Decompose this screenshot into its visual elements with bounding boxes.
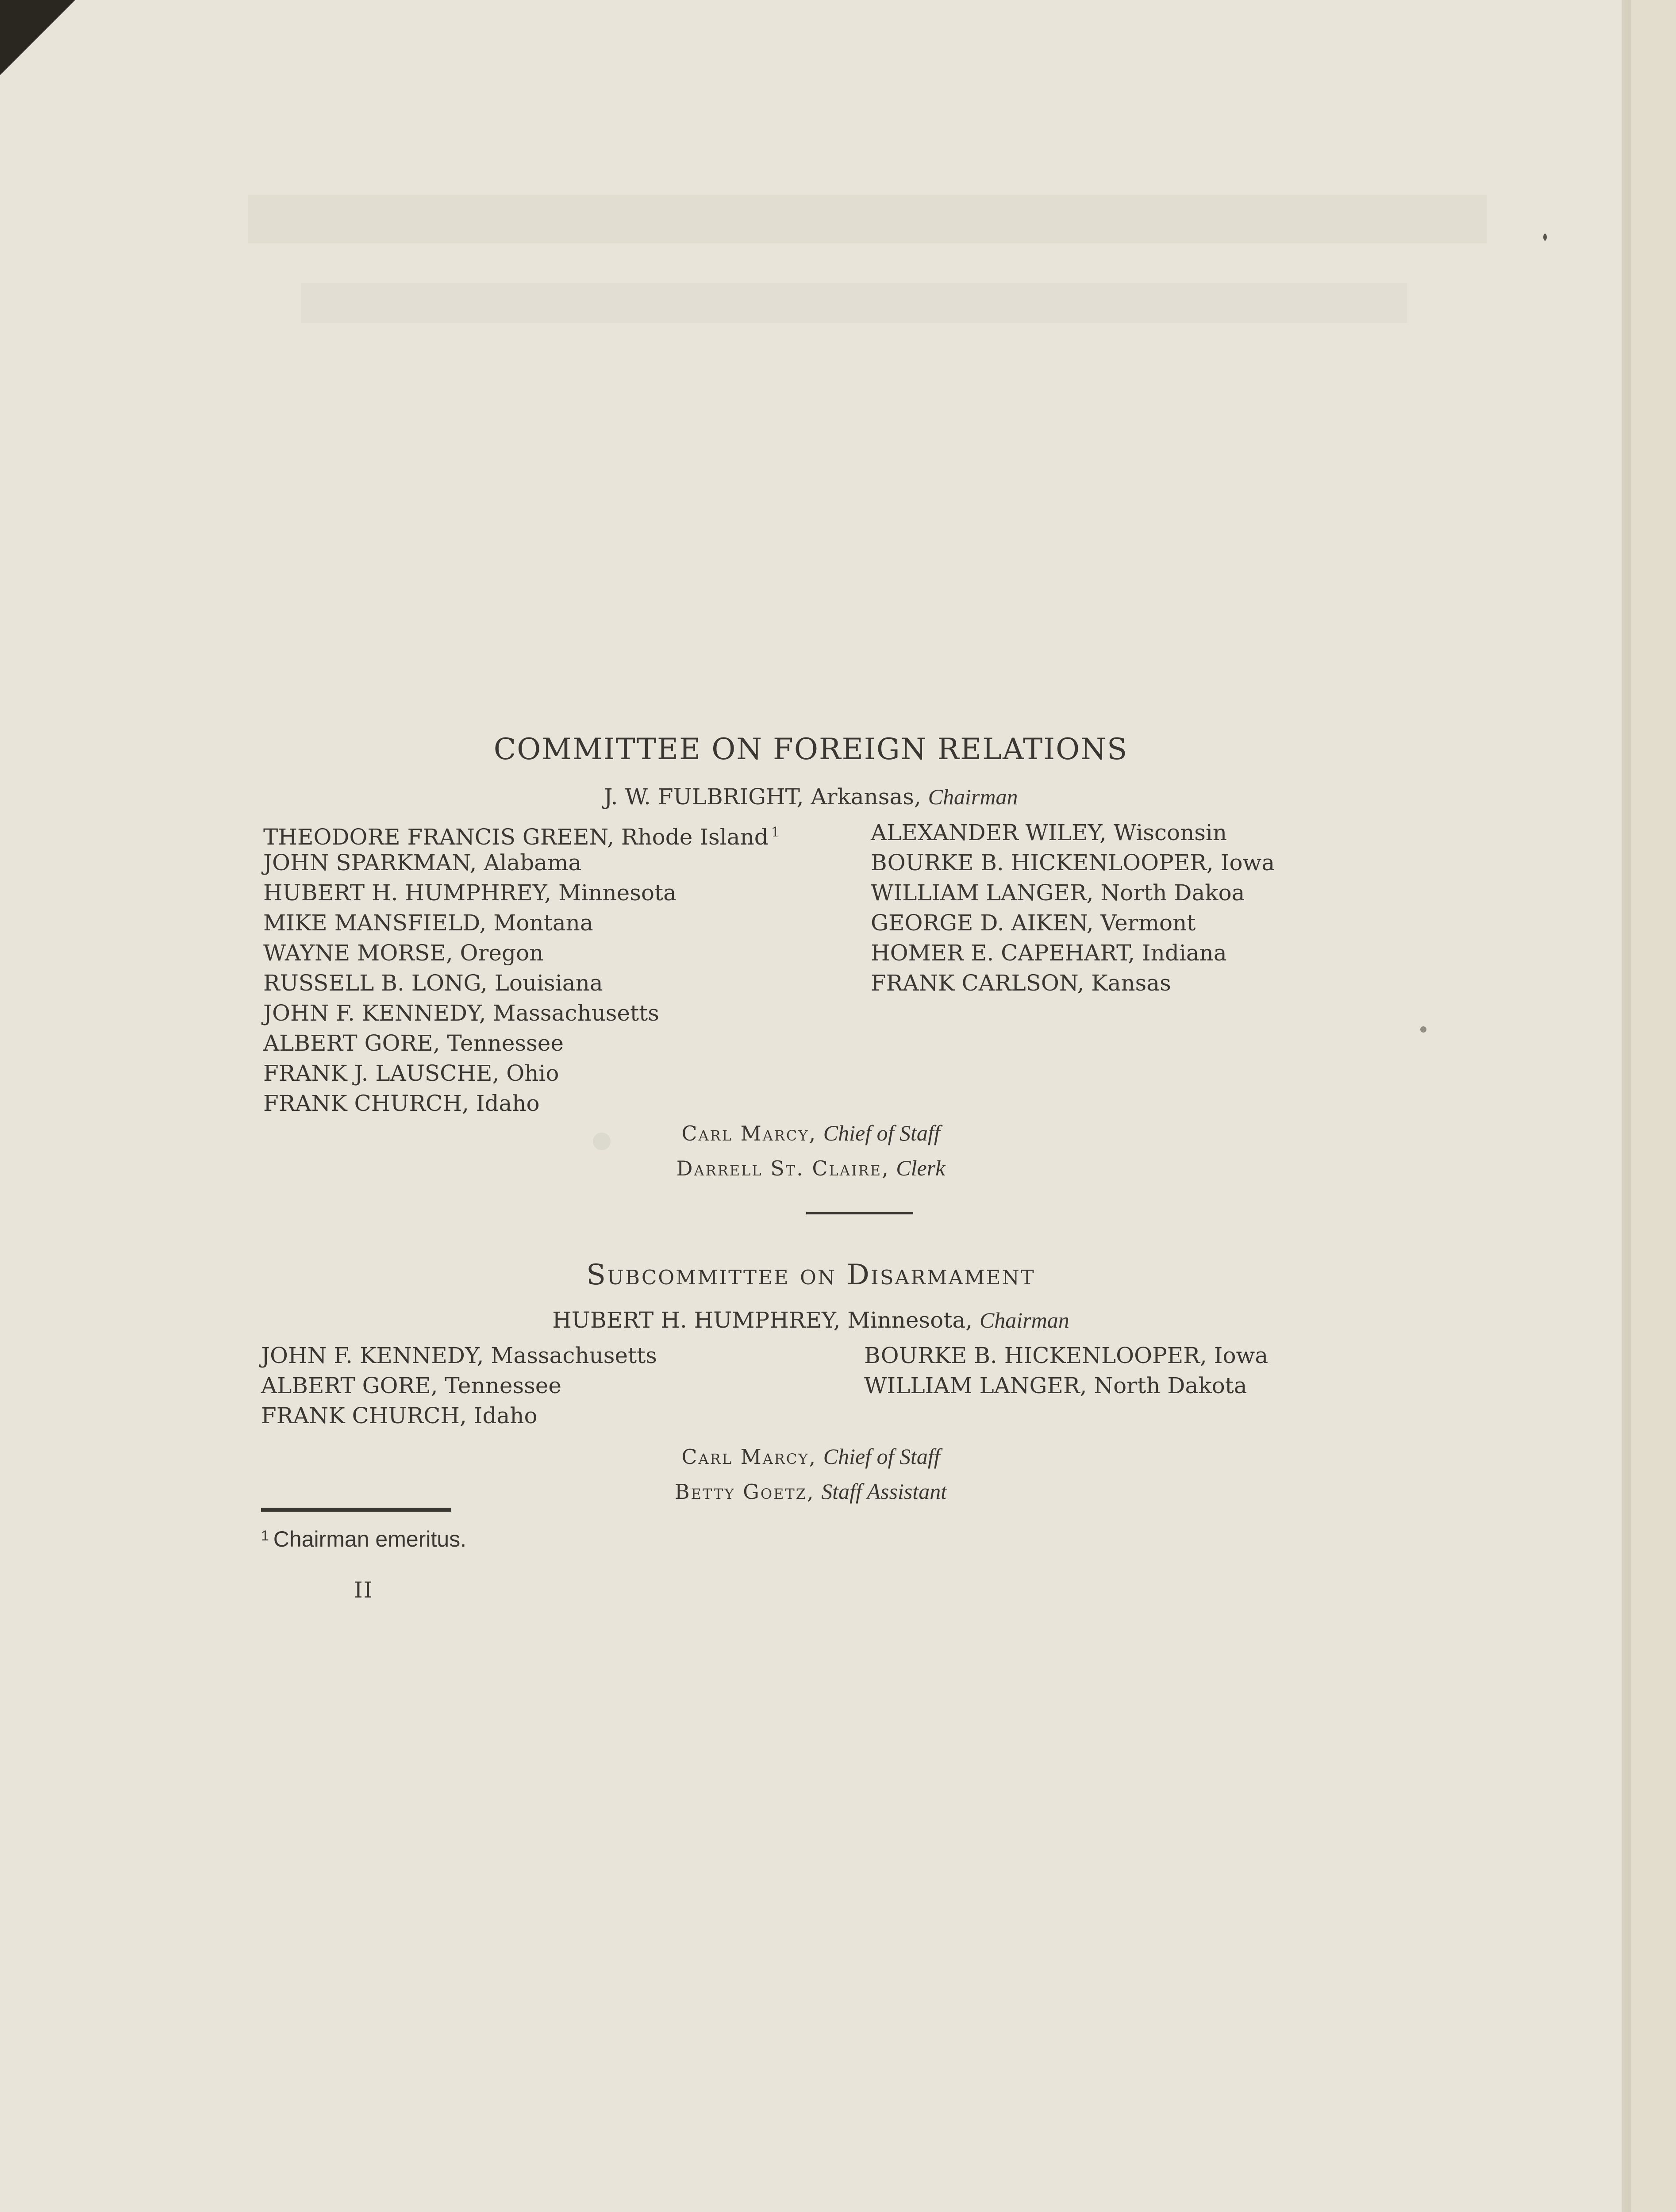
member-entry: BOURKE B. HICKENLOOPER, Iowa — [871, 850, 1275, 876]
committee-majority-members — [263, 818, 780, 1118]
footnote-rule — [261, 1508, 451, 1512]
committee-title: COMMITTEE ON FOREIGN RELATIONS — [493, 732, 1128, 766]
member-entry: HOMER E. CAPEHART, Indiana — [871, 940, 1227, 966]
adjacent-page — [1631, 0, 1676, 2212]
member-entry: JOHN SPARKMAN, Alabama — [263, 850, 582, 876]
staff-entry: Carl Marcy, Chief of Staff — [681, 1121, 940, 1145]
page-number: II — [354, 1577, 373, 1603]
member-entry: MIKE MANSFIELD, Montana — [263, 910, 593, 936]
member-entry: ALBERT GORE, Tennessee — [263, 1030, 564, 1056]
member-entry: WILLIAM LANGER, North Dakoa — [871, 880, 1245, 906]
member-entry: THEODORE FRANCIS GREEN, Rhode Island $^1$ — [263, 824, 780, 850]
footnote-marker: 1 — [771, 825, 780, 840]
member-entry: FRANK CHURCH, Idaho — [261, 1403, 538, 1429]
footnote-number: 1 — [261, 1528, 269, 1544]
member-entry: FRANK CARLSON, Kansas — [871, 970, 1171, 996]
member-entry: BOURKE B. HICKENLOOPER, Iowa — [864, 1343, 1269, 1368]
subcommittee-staff — [0, 1439, 1622, 1509]
staff-entry: Betty Goetz, Staff Assistant — [674, 1479, 947, 1504]
subcommittee-chairman-label: Chairman — [979, 1308, 1069, 1333]
committee-staff — [0, 1116, 1622, 1186]
subcommittee-minority-members — [864, 1340, 1268, 1401]
staff-entry: Darrell St. Claire, Clerk — [676, 1156, 946, 1180]
section-divider — [806, 1212, 913, 1214]
committee-chairman — [0, 784, 1622, 810]
staff-entry: Carl Marcy, Chief of Staff — [681, 1444, 940, 1469]
member-entry: ALEXANDER WILEY, Wisconsin — [871, 820, 1227, 845]
subcommittee-chairman — [0, 1307, 1622, 1333]
member-entry: JOHN F. KENNEDY, Massachusetts — [261, 1343, 657, 1368]
member-entry: FRANK J. LAUSCHE, Ohio — [263, 1060, 559, 1086]
committee-minority-members — [871, 818, 1275, 998]
committee-chairman-label: Chairman — [928, 784, 1018, 809]
member-entry: ALBERT GORE, Tennessee — [261, 1373, 561, 1398]
subcommittee-title: Subcommittee on Disarmament — [586, 1259, 1035, 1291]
member-entry: RUSSELL B. LONG, Louisiana — [263, 970, 603, 996]
member-entry: WILLIAM LANGER, North Dakota — [864, 1373, 1247, 1398]
member-entry: GEORGE D. AIKEN, Vermont — [871, 910, 1196, 936]
page-fold-edge — [1622, 0, 1631, 2212]
member-entry: FRANK CHURCH, Idaho — [263, 1091, 540, 1116]
footnote — [261, 1526, 466, 1552]
member-entry: WAYNE MORSE, Oregon — [263, 940, 544, 966]
footnote-text: Chairman emeritus. — [273, 1527, 467, 1551]
member-entry: JOHN F. KENNEDY, Massachusetts — [263, 1000, 659, 1026]
committee-chairman-name: J. W. FULBRIGHT, Arkansas, — [604, 784, 921, 810]
member-entry: HUBERT H. HUMPHREY, Minnesota — [263, 880, 677, 906]
subcommittee-chairman-name: HUBERT H. HUMPHREY, Minnesota, — [552, 1307, 973, 1333]
subcommittee-majority-members — [261, 1340, 657, 1431]
